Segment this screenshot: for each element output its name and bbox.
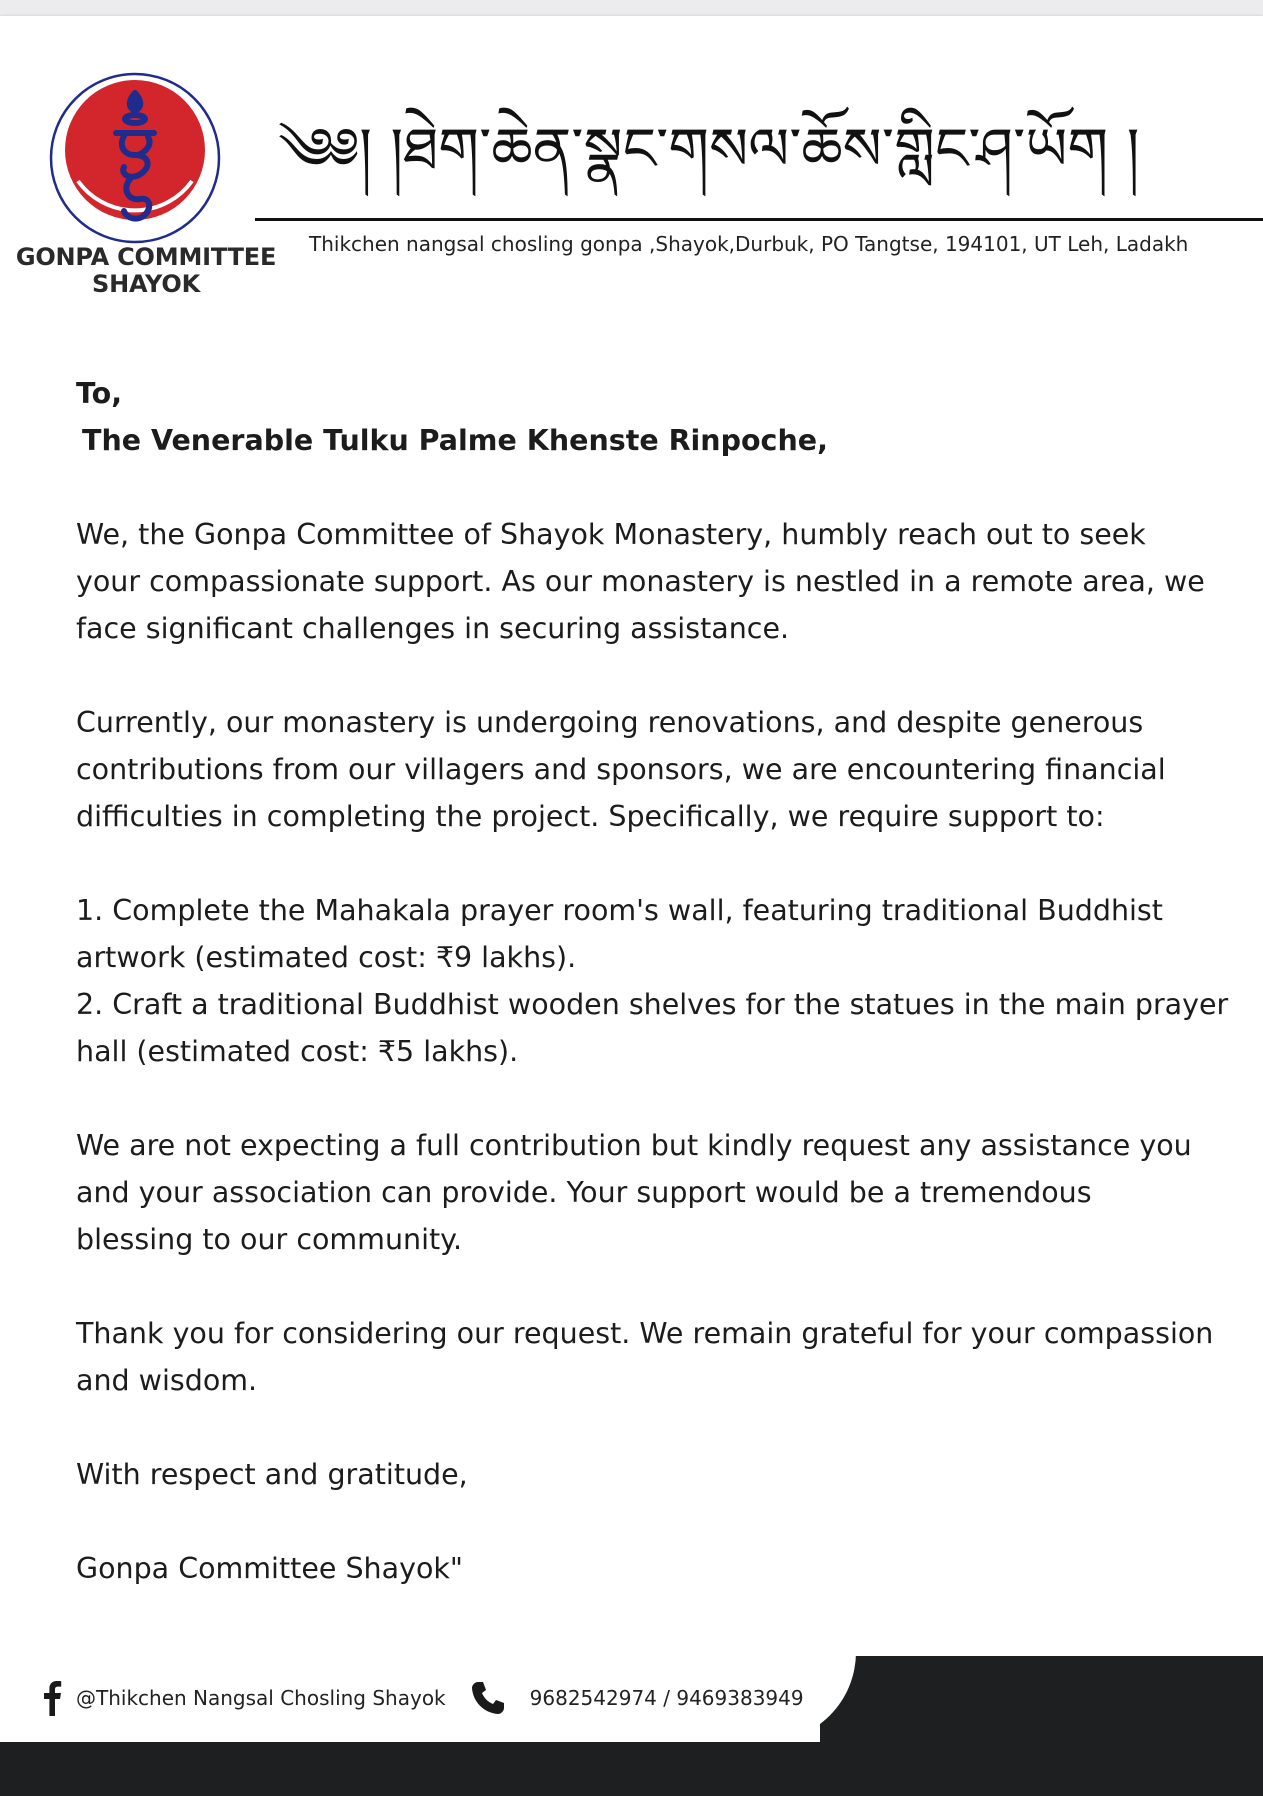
monastery-logo-icon (48, 71, 222, 245)
paragraph-thanks: Thank you for considering our request. We remain grateful for your compassion and wisdom. (76, 1317, 1214, 1397)
footer-contacts (40, 1676, 804, 1720)
phone-icon (470, 1680, 506, 1716)
tibetan-title: ༄༅། །ཐེག་ཆེན་སྣང་གསལ་ཆོས་གླིང་ཤ་ཡོག ། (278, 115, 1140, 183)
recipient: The Venerable Tulku Palme Khenste Rinpoche, (82, 424, 828, 457)
list-item: 1. Complete the Mahakala prayer room's wall, featuring traditional Buddhist artwork (estimated cost: ₹9 lakhs). (76, 894, 1163, 974)
closing: With respect and gratitude, (76, 1458, 468, 1491)
requirements-list (76, 887, 1256, 1075)
facebook-handle[interactable]: @Thikchen Nangsal Chosling Shayok (76, 1686, 446, 1710)
paragraph-request: We are not expecting a full contribution but kindly request any assistance you and your association can provide. Your support would be a tremendous blessing to our community. (76, 1129, 1192, 1256)
phone-numbers[interactable]: 9682542974 / 9469383949 (529, 1686, 804, 1710)
paragraph-renovation: Currently, our monastery is undergoing renovations, and despite generous contributions from our villagers and sponsors, we are encountering financial difficulties in completing the project. Specifically, we require support to: (76, 706, 1166, 833)
paragraph-intro: We, the Gonpa Committee of Shayok Monastery, humbly reach out to seek your compassionate support. As our monastery is nestled in a remote area, we face significant challenges in securing assistance. (76, 518, 1205, 645)
org-name-line2: SHAYOK (92, 270, 200, 298)
letter-body (76, 370, 1256, 1592)
organization-name (6, 244, 286, 298)
signature: Gonpa Committee Shayok" (76, 1552, 463, 1585)
facebook-icon (40, 1680, 64, 1716)
footer-dark-block (820, 1656, 1263, 1756)
header-divider (255, 218, 1263, 221)
org-name-line1: GONPA COMMITTEE (15, 243, 277, 271)
address-line: Thikchen nangsal chosling gonpa ,Shayok,Durbuk, PO Tangtse, 194101, UT Leh, Ladakh (309, 232, 1189, 256)
footer-dark-band (0, 1742, 1263, 1796)
salutation: To, (76, 377, 123, 410)
letterhead-page (0, 16, 1263, 1796)
list-item: 2. Craft a traditional Buddhist wooden shelves for the statues in the main prayer hall (estimated cost: ₹5 lakhs). (76, 988, 1229, 1068)
